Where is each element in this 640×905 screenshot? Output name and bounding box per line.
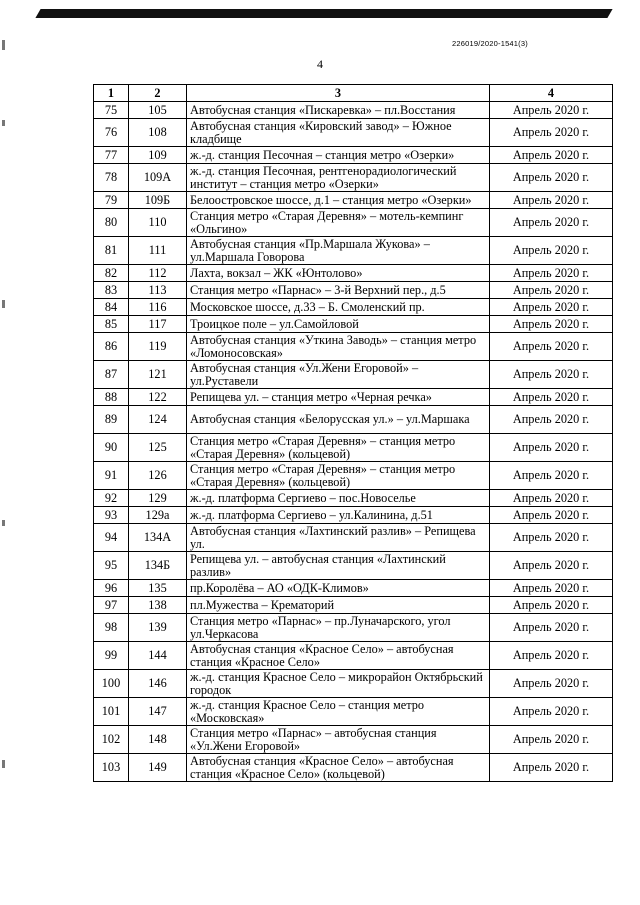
scan-edge-mark bbox=[2, 760, 5, 768]
route-path-cell: Автобусная станция «Красное Село» – автобусная станция «Красное Село» (кольцевой) bbox=[187, 754, 490, 782]
row-number-cell: 88 bbox=[94, 389, 129, 406]
table-row bbox=[94, 462, 613, 490]
table-row bbox=[94, 642, 613, 670]
period-cell: Апрель 2020 г. bbox=[490, 490, 613, 507]
table-row bbox=[94, 614, 613, 642]
route-path-cell: Автобусная станция «Пискаревка» – пл.Восстания bbox=[187, 102, 490, 119]
period-cell: Апрель 2020 г. bbox=[490, 434, 613, 462]
route-path-cell: Репищева ул. – автобусная станция «Лахтинский разлив» bbox=[187, 552, 490, 580]
route-number-cell: 124 bbox=[129, 406, 187, 434]
route-number-cell: 105 bbox=[129, 102, 187, 119]
table-body bbox=[94, 102, 613, 782]
route-number-cell: 109 bbox=[129, 147, 187, 164]
period-cell: Апрель 2020 г. bbox=[490, 462, 613, 490]
period-cell: Апрель 2020 г. bbox=[490, 333, 613, 361]
route-number-cell: 146 bbox=[129, 670, 187, 698]
route-number-cell: 135 bbox=[129, 580, 187, 597]
period-cell: Апрель 2020 г. bbox=[490, 670, 613, 698]
route-path-cell: ж.-д. станция Песочная, рентгенорадиологический институт – станция метро «Озерки» bbox=[187, 164, 490, 192]
period-cell: Апрель 2020 г. bbox=[490, 552, 613, 580]
route-path-cell: Автобусная станция «Белорусская ул.» – ул.Маршака bbox=[187, 406, 490, 434]
route-path-cell: Московское шоссе, д.33 – Б. Смоленский пр. bbox=[187, 299, 490, 316]
route-number-cell: 119 bbox=[129, 333, 187, 361]
row-number-cell: 81 bbox=[94, 237, 129, 265]
column-header: 2 bbox=[129, 85, 187, 102]
period-cell: Апрель 2020 г. bbox=[490, 147, 613, 164]
row-number-cell: 98 bbox=[94, 614, 129, 642]
row-number-cell: 92 bbox=[94, 490, 129, 507]
row-number-cell: 89 bbox=[94, 406, 129, 434]
route-path-cell: Станция метро «Старая Деревня» – станция метро «Старая Деревня» (кольцевой) bbox=[187, 462, 490, 490]
route-number-cell: 109Б bbox=[129, 192, 187, 209]
table-row bbox=[94, 670, 613, 698]
route-number-cell: 109А bbox=[129, 164, 187, 192]
table-row bbox=[94, 265, 613, 282]
table-header-row bbox=[94, 85, 613, 102]
table-row bbox=[94, 282, 613, 299]
period-cell: Апрель 2020 г. bbox=[490, 580, 613, 597]
route-path-cell: ж.-д. станция Песочная – станция метро «Озерки» bbox=[187, 147, 490, 164]
period-cell: Апрель 2020 г. bbox=[490, 614, 613, 642]
row-number-cell: 82 bbox=[94, 265, 129, 282]
row-number-cell: 100 bbox=[94, 670, 129, 698]
route-path-cell: Станция метро «Парнас» – пр.Луначарского, угол ул.Черкасова bbox=[187, 614, 490, 642]
period-cell: Апрель 2020 г. bbox=[490, 597, 613, 614]
row-number-cell: 91 bbox=[94, 462, 129, 490]
period-cell: Апрель 2020 г. bbox=[490, 406, 613, 434]
scan-top-bar bbox=[35, 9, 612, 18]
route-path-cell: пр.Королёва – АО «ОДК-Климов» bbox=[187, 580, 490, 597]
period-cell: Апрель 2020 г. bbox=[490, 119, 613, 147]
row-number-cell: 80 bbox=[94, 209, 129, 237]
route-path-cell: Репищева ул. – станция метро «Черная речка» bbox=[187, 389, 490, 406]
route-number-cell: 129а bbox=[129, 507, 187, 524]
period-cell: Апрель 2020 г. bbox=[490, 164, 613, 192]
route-path-cell: ж.-д. станция Красное Село – станция метро «Московская» bbox=[187, 698, 490, 726]
document-number: 226019/2020-1541(3) bbox=[452, 39, 528, 48]
route-path-cell: пл.Мужества – Крематорий bbox=[187, 597, 490, 614]
page-number: 4 bbox=[317, 57, 323, 71]
route-number-cell: 116 bbox=[129, 299, 187, 316]
table-row bbox=[94, 507, 613, 524]
period-cell: Апрель 2020 г. bbox=[490, 265, 613, 282]
table-row bbox=[94, 102, 613, 119]
table-row bbox=[94, 490, 613, 507]
table-row bbox=[94, 209, 613, 237]
table-row bbox=[94, 361, 613, 389]
route-number-cell: 112 bbox=[129, 265, 187, 282]
table-row bbox=[94, 580, 613, 597]
period-cell: Апрель 2020 г. bbox=[490, 389, 613, 406]
route-path-cell: Автобусная станция «Лахтинский разлив» – Репищева ул. bbox=[187, 524, 490, 552]
route-number-cell: 144 bbox=[129, 642, 187, 670]
row-number-cell: 85 bbox=[94, 316, 129, 333]
period-cell: Апрель 2020 г. bbox=[490, 209, 613, 237]
route-path-cell: ж.-д. платформа Сергиево – ул.Калинина, д.51 bbox=[187, 507, 490, 524]
route-path-cell: Автобусная станция «Пр.Маршала Жукова» – ул.Маршала Говорова bbox=[187, 237, 490, 265]
scan-edge-mark bbox=[2, 520, 5, 526]
period-cell: Апрель 2020 г. bbox=[490, 316, 613, 333]
route-number-cell: 110 bbox=[129, 209, 187, 237]
row-number-cell: 95 bbox=[94, 552, 129, 580]
column-header: 4 bbox=[490, 85, 613, 102]
row-number-cell: 78 bbox=[94, 164, 129, 192]
row-number-cell: 79 bbox=[94, 192, 129, 209]
route-path-cell: Лахта, вокзал – ЖК «Юнтолово» bbox=[187, 265, 490, 282]
table-row bbox=[94, 389, 613, 406]
route-number-cell: 139 bbox=[129, 614, 187, 642]
table-row bbox=[94, 147, 613, 164]
row-number-cell: 75 bbox=[94, 102, 129, 119]
period-cell: Апрель 2020 г. bbox=[490, 642, 613, 670]
route-path-cell: ж.-д. станция Красное Село – микрорайон Октябрьский городок bbox=[187, 670, 490, 698]
row-number-cell: 87 bbox=[94, 361, 129, 389]
table-row bbox=[94, 299, 613, 316]
route-path-cell: Автобусная станция «Уткина Заводь» – станция метро «Ломоносовская» bbox=[187, 333, 490, 361]
route-path-cell: ж.-д. платформа Сергиево – пос.Новоселье bbox=[187, 490, 490, 507]
row-number-cell: 83 bbox=[94, 282, 129, 299]
route-path-cell: Станция метро «Старая Деревня» – мотель-кемпинг «Ольгино» bbox=[187, 209, 490, 237]
row-number-cell: 96 bbox=[94, 580, 129, 597]
row-number-cell: 101 bbox=[94, 698, 129, 726]
period-cell: Апрель 2020 г. bbox=[490, 507, 613, 524]
table-row bbox=[94, 434, 613, 462]
period-cell: Апрель 2020 г. bbox=[490, 192, 613, 209]
table-row bbox=[94, 164, 613, 192]
row-number-cell: 90 bbox=[94, 434, 129, 462]
row-number-cell: 103 bbox=[94, 754, 129, 782]
column-header: 1 bbox=[94, 85, 129, 102]
route-path-cell: Троицкое поле – ул.Самойловой bbox=[187, 316, 490, 333]
table-row bbox=[94, 316, 613, 333]
table-row bbox=[94, 192, 613, 209]
period-cell: Апрель 2020 г. bbox=[490, 726, 613, 754]
route-number-cell: 129 bbox=[129, 490, 187, 507]
route-number-cell: 125 bbox=[129, 434, 187, 462]
route-path-cell: Станция метро «Старая Деревня» – станция метро «Старая Деревня» (кольцевой) bbox=[187, 434, 490, 462]
row-number-cell: 99 bbox=[94, 642, 129, 670]
table-row bbox=[94, 524, 613, 552]
route-number-cell: 121 bbox=[129, 361, 187, 389]
table-row bbox=[94, 597, 613, 614]
route-number-cell: 134Б bbox=[129, 552, 187, 580]
row-number-cell: 76 bbox=[94, 119, 129, 147]
route-path-cell: Станция метро «Парнас» – автобусная станция «Ул.Жени Егоровой» bbox=[187, 726, 490, 754]
route-number-cell: 113 bbox=[129, 282, 187, 299]
route-number-cell: 138 bbox=[129, 597, 187, 614]
row-number-cell: 97 bbox=[94, 597, 129, 614]
row-number-cell: 86 bbox=[94, 333, 129, 361]
row-number-cell: 84 bbox=[94, 299, 129, 316]
period-cell: Апрель 2020 г. bbox=[490, 282, 613, 299]
route-number-cell: 122 bbox=[129, 389, 187, 406]
period-cell: Апрель 2020 г. bbox=[490, 361, 613, 389]
row-number-cell: 77 bbox=[94, 147, 129, 164]
table-row bbox=[94, 754, 613, 782]
route-path-cell: Автобусная станция «Ул.Жени Егоровой» – ул.Руставели bbox=[187, 361, 490, 389]
column-header: 3 bbox=[187, 85, 490, 102]
period-cell: Апрель 2020 г. bbox=[490, 524, 613, 552]
scan-edge-mark bbox=[2, 120, 5, 126]
period-cell: Апрель 2020 г. bbox=[490, 754, 613, 782]
period-cell: Апрель 2020 г. bbox=[490, 299, 613, 316]
table-row bbox=[94, 698, 613, 726]
route-path-cell: Автобусная станция «Кировский завод» – Южное кладбище bbox=[187, 119, 490, 147]
routes-table bbox=[93, 84, 613, 782]
row-number-cell: 102 bbox=[94, 726, 129, 754]
route-number-cell: 134А bbox=[129, 524, 187, 552]
row-number-cell: 93 bbox=[94, 507, 129, 524]
route-path-cell: Станция метро «Парнас» – 3-й Верхний пер., д.5 bbox=[187, 282, 490, 299]
table-row bbox=[94, 726, 613, 754]
route-number-cell: 149 bbox=[129, 754, 187, 782]
period-cell: Апрель 2020 г. bbox=[490, 102, 613, 119]
route-number-cell: 148 bbox=[129, 726, 187, 754]
row-number-cell: 94 bbox=[94, 524, 129, 552]
route-path-cell: Белоостровское шоссе, д.1 – станция метро «Озерки» bbox=[187, 192, 490, 209]
table-row bbox=[94, 119, 613, 147]
route-number-cell: 126 bbox=[129, 462, 187, 490]
table-row bbox=[94, 333, 613, 361]
period-cell: Апрель 2020 г. bbox=[490, 698, 613, 726]
scan-edge-mark bbox=[2, 40, 5, 50]
route-number-cell: 111 bbox=[129, 237, 187, 265]
table-row bbox=[94, 237, 613, 265]
period-cell: Апрель 2020 г. bbox=[490, 237, 613, 265]
table-row bbox=[94, 406, 613, 434]
route-number-cell: 147 bbox=[129, 698, 187, 726]
route-path-cell: Автобусная станция «Красное Село» – автобусная станция «Красное Село» bbox=[187, 642, 490, 670]
route-number-cell: 117 bbox=[129, 316, 187, 333]
scan-edge-mark bbox=[2, 300, 5, 308]
route-number-cell: 108 bbox=[129, 119, 187, 147]
table-row bbox=[94, 552, 613, 580]
